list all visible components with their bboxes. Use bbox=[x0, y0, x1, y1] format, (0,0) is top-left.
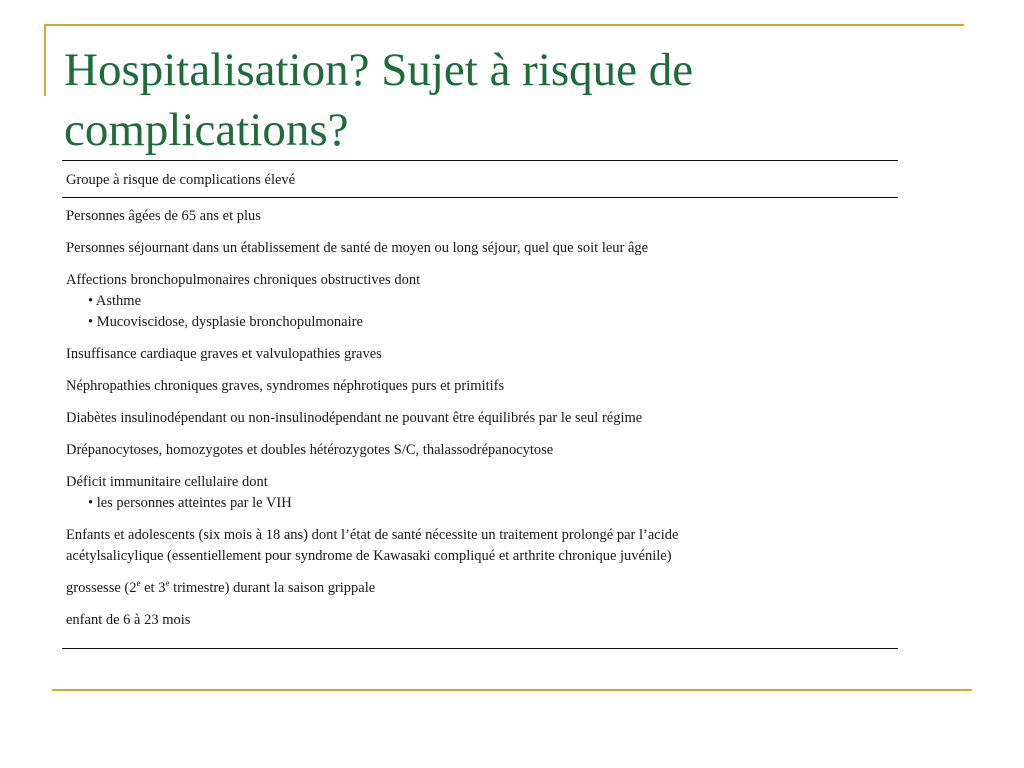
table-row bbox=[66, 436, 898, 468]
row-text: Drépanocytoses, homozygotes et doubles hétérozygotes S/C, thalassodrépanocytose bbox=[66, 442, 554, 458]
table-body bbox=[62, 198, 898, 648]
table-row bbox=[66, 340, 898, 372]
row-text-continued: acétylsalicylique (essentiellement pour syndrome de Kawasaki compliqué et arthrite chronique juvénile) bbox=[66, 548, 672, 564]
pregnancy-text-mid: et 3 bbox=[140, 580, 166, 596]
row-text: Personnes âgées de 65 ans et plus bbox=[66, 208, 261, 224]
table-header: Groupe à risque de complications élevé bbox=[62, 161, 898, 198]
table-row bbox=[66, 202, 898, 234]
bullet-text: Mucoviscidose, dysplasie bronchopulmonaire bbox=[96, 314, 363, 330]
row-text: Affections bronchopulmonaires chroniques obstructives dont bbox=[66, 272, 421, 288]
superscript: e bbox=[136, 578, 141, 589]
left-accent-rule bbox=[44, 24, 46, 96]
row-text: Néphropathies chroniques graves, syndromes néphrotiques purs et primitifs bbox=[66, 378, 505, 394]
table-row bbox=[66, 468, 898, 521]
row-text bbox=[66, 578, 898, 599]
row-text: Diabètes insulinodépendant ou non-insulinodépendant ne pouvant être équilibrés par le seul régime bbox=[66, 410, 643, 426]
bullet-item: • Mucoviscidose, dysplasie bronchopulmonaire bbox=[88, 314, 363, 330]
bullet-text: les personnes atteintes par le VIH bbox=[96, 495, 292, 511]
table-row bbox=[66, 234, 898, 266]
bottom-accent-rule bbox=[52, 689, 972, 691]
row-text: enfant de 6 à 23 mois bbox=[66, 612, 191, 628]
row-text: Déficit immunitaire cellulaire dont bbox=[66, 474, 268, 490]
table-row bbox=[66, 404, 898, 436]
bullet-item: • Asthme bbox=[88, 293, 142, 309]
table-row bbox=[66, 372, 898, 404]
row-text: Enfants et adolescents (six mois à 18 ans) dont l’état de santé nécessite un traitement prolongé par l’acide bbox=[66, 527, 679, 543]
row-text: Personnes séjournant dans un établissement de santé de moyen ou long séjour, quel que soit leur âge bbox=[66, 240, 649, 256]
pregnancy-text-start: grossesse (2 bbox=[66, 580, 137, 596]
table-row bbox=[66, 574, 898, 606]
table-row bbox=[66, 521, 898, 574]
bullet-text: Asthme bbox=[95, 293, 142, 309]
risk-group-table bbox=[62, 160, 898, 649]
slide-title bbox=[64, 40, 964, 160]
top-accent-rule bbox=[44, 24, 964, 26]
superscript: e bbox=[165, 578, 170, 589]
bullet-item: • les personnes atteintes par le VIH bbox=[88, 495, 292, 511]
slide-title-line-1: Hospitalisation? Sujet à risque de bbox=[64, 44, 694, 96]
pregnancy-text-end: trimestre) durant la saison grippale bbox=[169, 580, 376, 596]
table-row bbox=[66, 266, 898, 340]
row-text: Insuffisance cardiaque graves et valvulopathies graves bbox=[66, 346, 382, 362]
table-row bbox=[66, 606, 898, 638]
slide-title-line-2: complications? bbox=[64, 104, 349, 156]
